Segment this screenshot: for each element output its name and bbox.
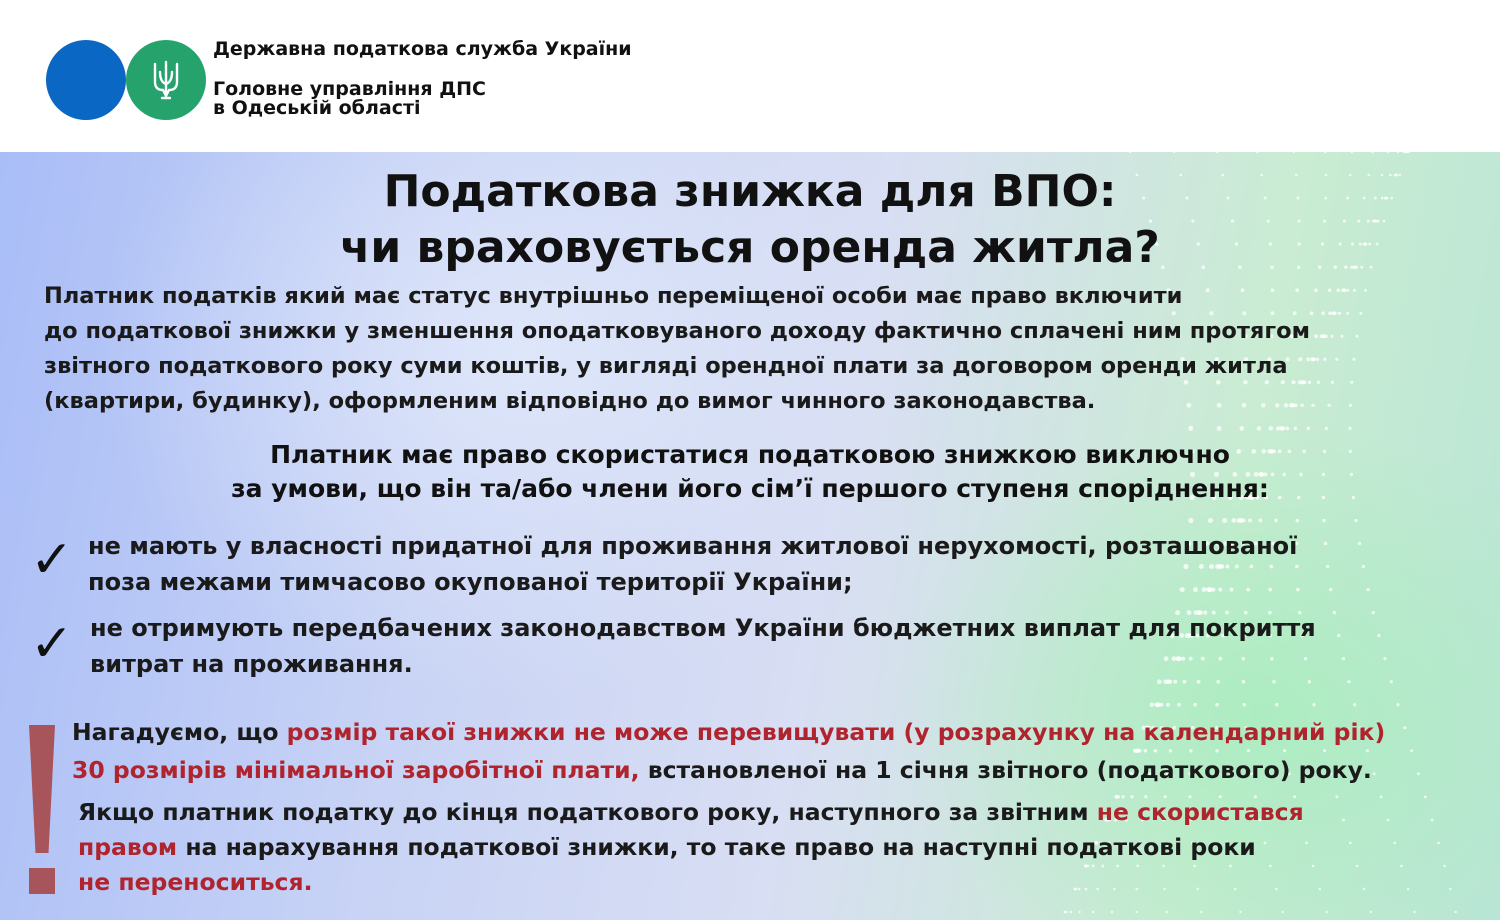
reminder-highlight: 30 розмірів мінімальної заробітної плати, [72,756,640,784]
logo-green-circle [126,40,206,120]
intro-line-2: до податкової знижки у зменшення оподатковуваного доходу фактично сплачені ним протягом [44,318,1310,344]
department-line-1: Головне управління ДПС [213,78,487,100]
carryover-plain-text: Якщо платник податку до кінця податкового року, наступного за звітним [78,798,1097,826]
title-line-1: Податкова знижка для ВПО: [383,166,1117,217]
intro-line-4: (квартири, будинку), оформленим відповідно до вимог чинного законодавства. [44,388,1096,414]
carryover-line-1 [78,798,1304,826]
reminder-highlight: розмір такої знижки не може перевищувати (у розрахунку на календарний рік) [286,718,1386,746]
reminder-line-1 [72,718,1385,746]
trident-icon [151,58,181,102]
title-line-2: чи враховується оренда житла? [340,222,1160,273]
department-line-2: в Одеській області [213,97,421,119]
exclamation-dot [29,868,55,894]
bullet-2-line-2: витрат на проживання. [90,650,413,678]
header [0,0,1500,152]
carryover-line-3 [78,868,313,896]
condition-line-1: Платник має право скористатися податковою знижкою виключно [270,440,1230,469]
intro-line-3: звітного податкового року суми коштів, у вигляді орендної плати за договором оренди житла [44,353,1288,379]
reminder-line-2 [72,756,1372,784]
reminder-plain-text: встановленої на 1 січня звітного (податкового) року. [639,756,1372,784]
carryover-plain-text: на нарахування податкової знижки, то таке право на наступні податкові роки [177,833,1256,861]
checkmark-icon: ✓ [30,614,74,674]
carryover-highlight: правом [78,833,178,861]
content-panel [0,152,1500,920]
carryover-line-2 [78,833,1256,861]
reminder-plain-text: Нагадуємо, що [72,718,287,746]
intro-line-1: Платник податків який має статус внутрішньо переміщеної особи має право включити [44,283,1183,309]
logo-blue-circle [46,40,126,120]
condition-line-2: за умови, що він та/або члени його сім’ї першого ступеня споріднення: [231,474,1269,503]
carryover-highlight: не скористався [1096,798,1304,826]
bullet-1-line-1: не мають у власності придатної для проживання житлової нерухомості, розташованої [88,532,1298,560]
bullet-2-line-1: не отримують передбачених законодавством України бюджетних виплат для покриття [90,614,1316,642]
bullet-1-line-2: поза межами тимчасово окупованої території України; [88,568,853,596]
org-name: Державна податкова служба України [213,38,632,60]
checkmark-icon: ✓ [30,530,74,590]
carryover-highlight: не переноситься. [78,868,313,896]
